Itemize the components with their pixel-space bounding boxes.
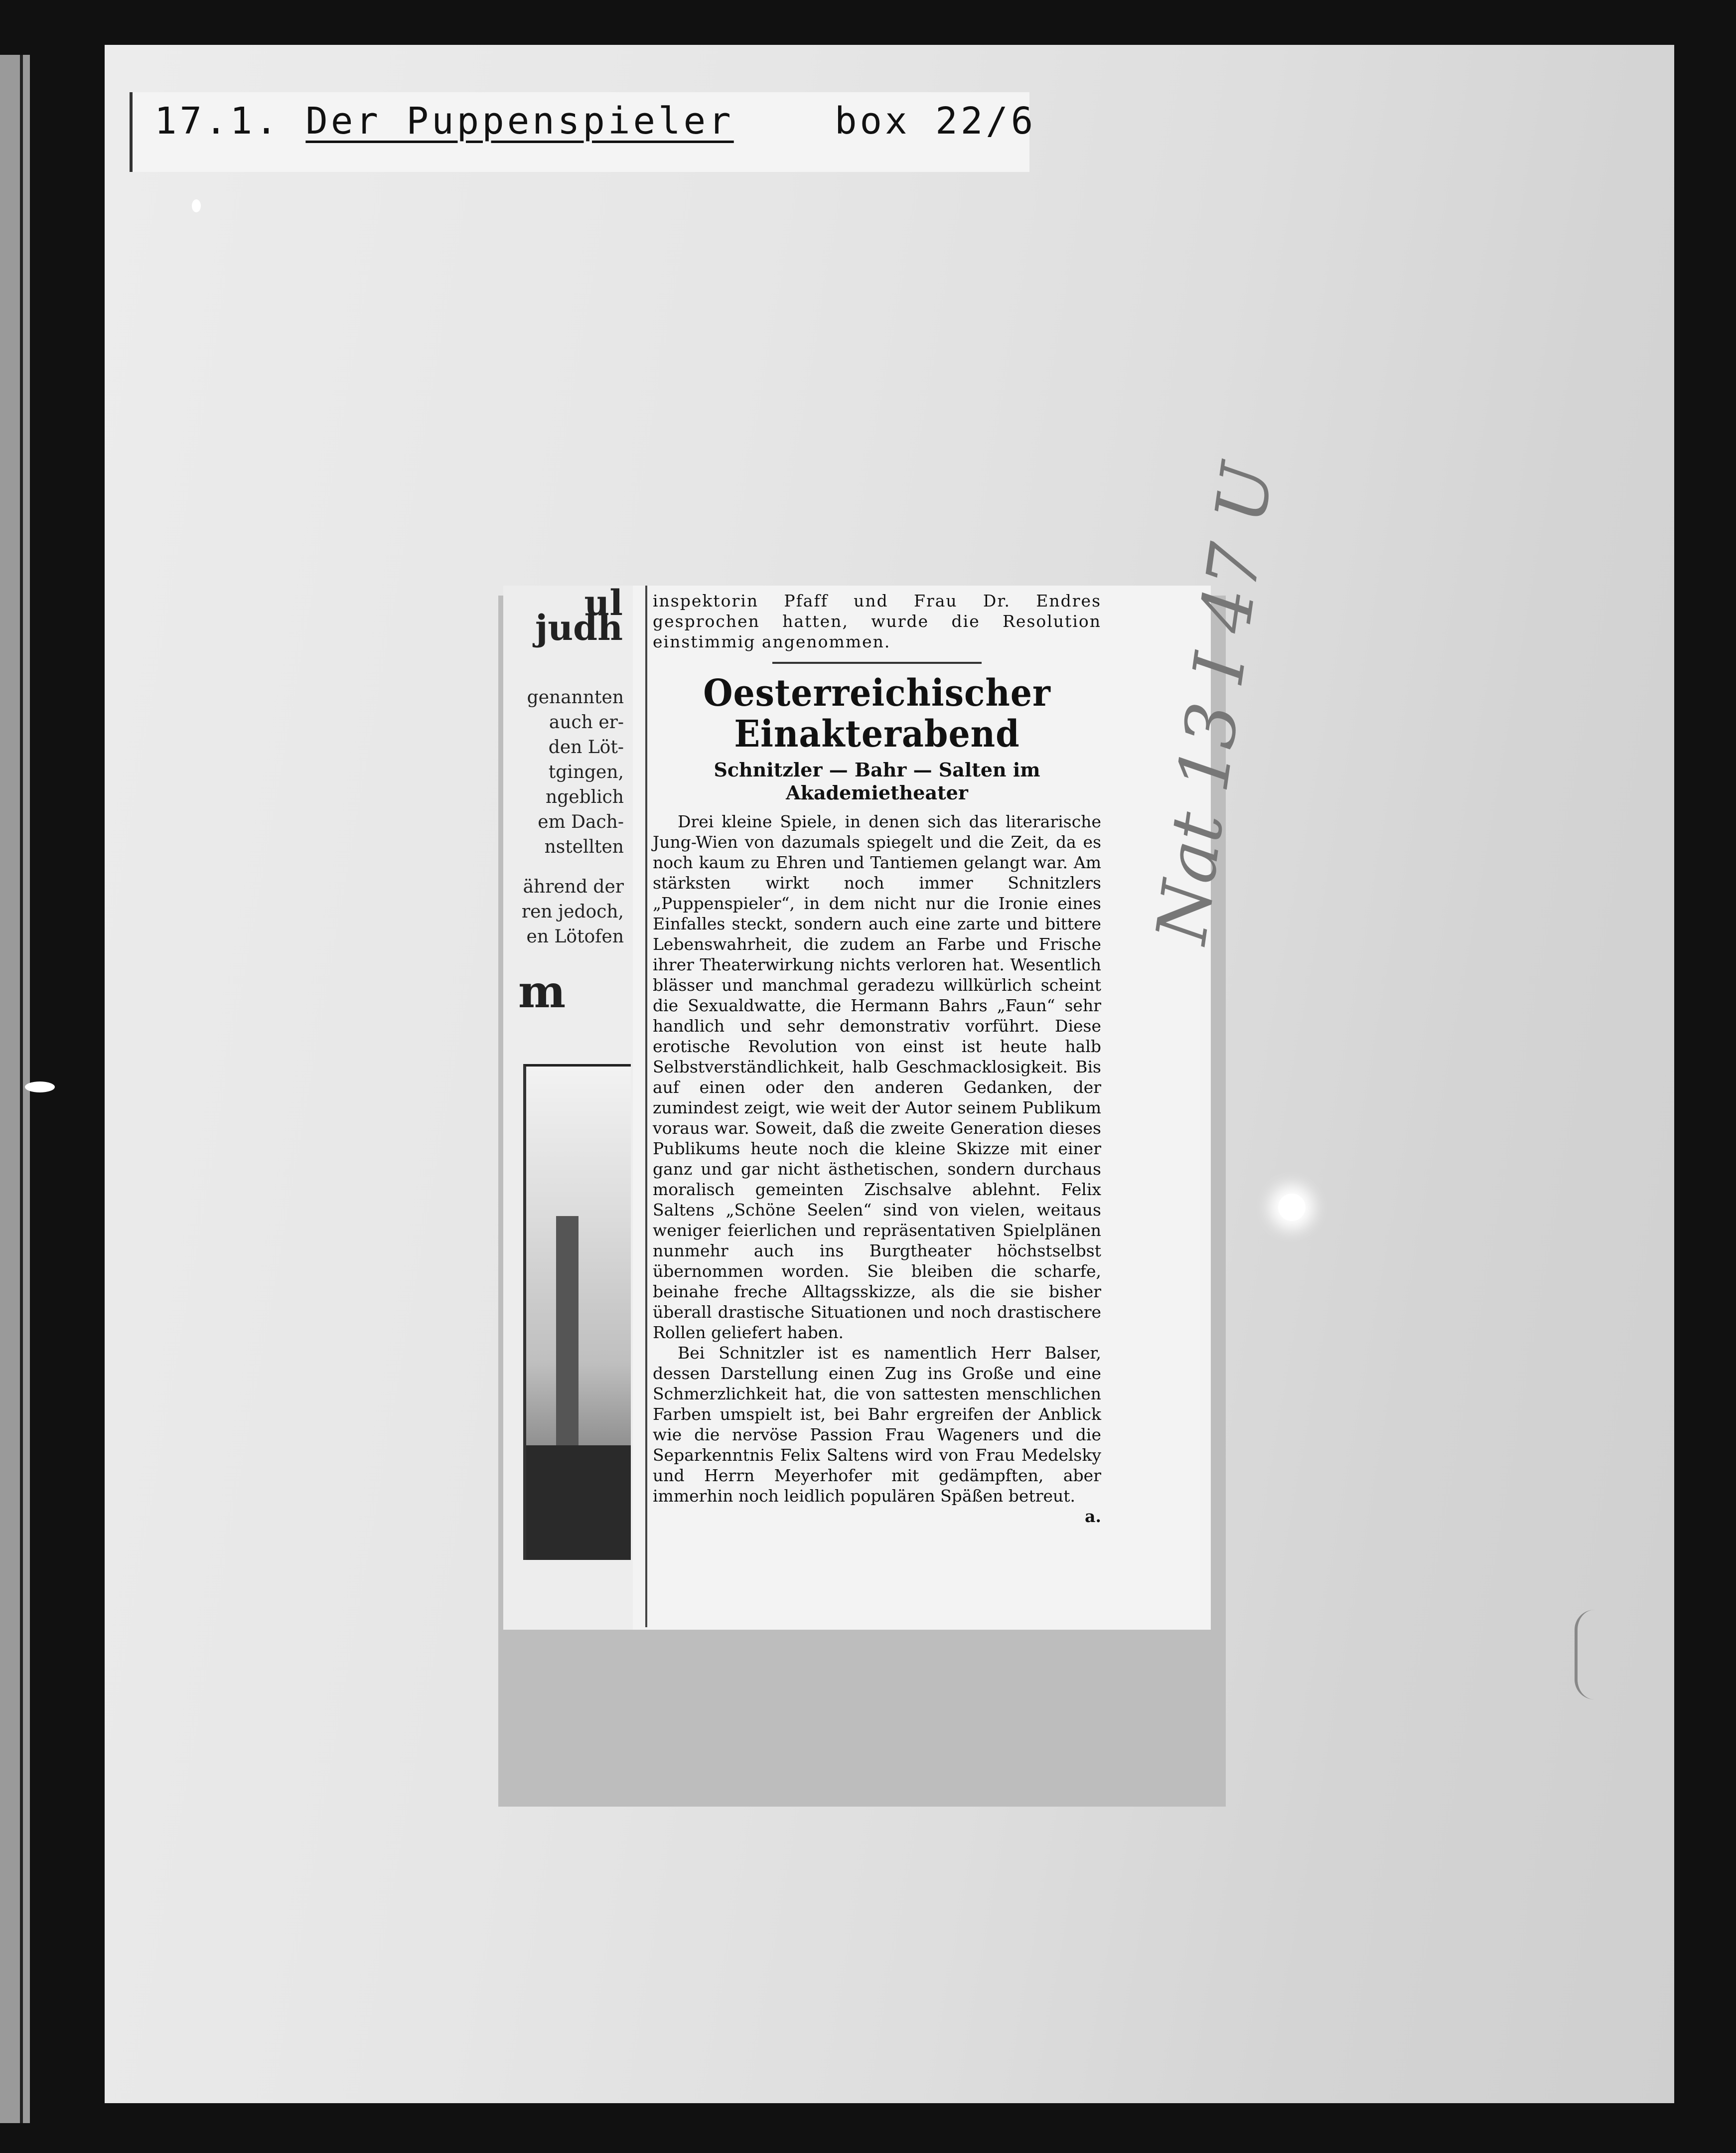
- article-headline-line1: Oesterreichischer: [703, 672, 1051, 715]
- handwritten-annotation: Nat: [1141, 807, 1240, 948]
- fragment-head: ul judh: [535, 586, 623, 648]
- newspaper-clipping: [503, 586, 1211, 1630]
- dust-speck: [25, 1081, 55, 1092]
- fragment-line: tgingen,: [548, 762, 624, 782]
- article-subhead: Schnitzler — Bahr — Salten im Akademietheater: [714, 759, 1040, 804]
- label-title: Der Puppenspieler: [305, 100, 734, 143]
- article-signature: a.: [1085, 1507, 1101, 1526]
- adjacent-page-edge: [20, 55, 23, 2123]
- pen-mark: [1575, 1610, 1597, 1699]
- fragment-line: [503, 860, 633, 875]
- fragment-line: den Löt-: [548, 737, 624, 758]
- fragment-line: em Dach-: [538, 812, 624, 832]
- fragment-line: ren jedoch,: [521, 902, 624, 922]
- photo-fragment: [523, 1064, 631, 1560]
- fragment-line: genannten: [527, 687, 624, 708]
- article-paragraph: Drei kleine Spiele, in denen sich das literarische Jung-Wien von dazumals spiegelt und die Zeit, da es noch kaum zu Ehren und Tantiemen gelangt war. Am stärksten wirkt noch immer Schnitzlers „Puppenspieler“, in dem nicht nur die Ironie eines Einfalles steckt, sondern auch eine zarte und bittere Lebenswahrheit, die zudem an Farbe und Frische ihrer Theaterwirkung nichts verloren hat. Wesentlich blässer und manchmal geradezu willkürlich scheint die Sexualdwatte, die Hermann Bahrs „Faun“ sehr handlich und sehr demonstrativ vorführt. Diese erotische Revolution von einst ist heute halb Selbstverständlichkeit, halb Geschmacklosigkeit. Bis auf einen oder den anderen Gedanken, der zumindest zeigt, wie weit der Autor seinem Publikum voraus war. Soweit, daß die zweite Generation dieses Publikums heute noch die kleine Skizze mit einer ganz und gar nicht ästhetischen, sondern durchaus moralisch gemeinten Zischsalve ablehnt. Felix Saltens „Schöne Seelen“ sind von vielen, weitaus weniger feierlichen und repräsentativen Spielplänen nunmehr auch ins Burgtheater höchstselbst übernommen worden. Sie bleiben die scharfe, beinahe freche Alltagsskizze, als die sie bisher überall drastische Situationen und noch drastischere Rollen geliefert haben.: [653, 812, 1101, 1342]
- fragment-line: en Lötofen: [526, 926, 624, 947]
- section-rule: [772, 662, 982, 664]
- label-number: 17.1.: [154, 100, 281, 143]
- archive-label: [154, 100, 1036, 154]
- dust-speck: [192, 199, 201, 212]
- label-box-number: box 22/6: [834, 100, 1036, 143]
- photo-shadow: [526, 1445, 631, 1560]
- photo-tower: [556, 1216, 579, 1455]
- column-rule: [645, 586, 647, 1627]
- fragment-line: ngeblich: [546, 787, 624, 807]
- adjacent-page-strip: [0, 55, 30, 2123]
- fragment-big: m: [518, 965, 566, 1018]
- light-speck: [1278, 1194, 1305, 1221]
- fragment-line: nstellten: [544, 837, 624, 857]
- adjacent-column-fragment: [503, 586, 633, 1630]
- fragment-line: ährend der: [523, 877, 624, 897]
- article-intro: inspektorin Pfaff und Frau Dr. Endres gesprochen hatten, wurde die Resolution einstimmig angenommen.: [653, 591, 1101, 651]
- article-column: [653, 591, 1101, 1527]
- fragment-line: auch er-: [549, 712, 624, 733]
- article-paragraph: Bei Schnitzler ist es namentlich Herr Balser, dessen Darstellung einen Zug ins Große und eine Schmerzlichkeit hat, die von sattesten menschlichen Farben umspielt ist, bei Bahr ergreifen der Anblick wie die nervöse Passion Frau Wageners und die Separkenntnis Felix Saltens wird von Frau Medelsky und Herrn Meyerhofer mit gedämpften, aber immerhin noch leidlich populären Späßen betreut.: [653, 1343, 1101, 1506]
- article-headline-line2: Einakterabend: [734, 713, 1020, 756]
